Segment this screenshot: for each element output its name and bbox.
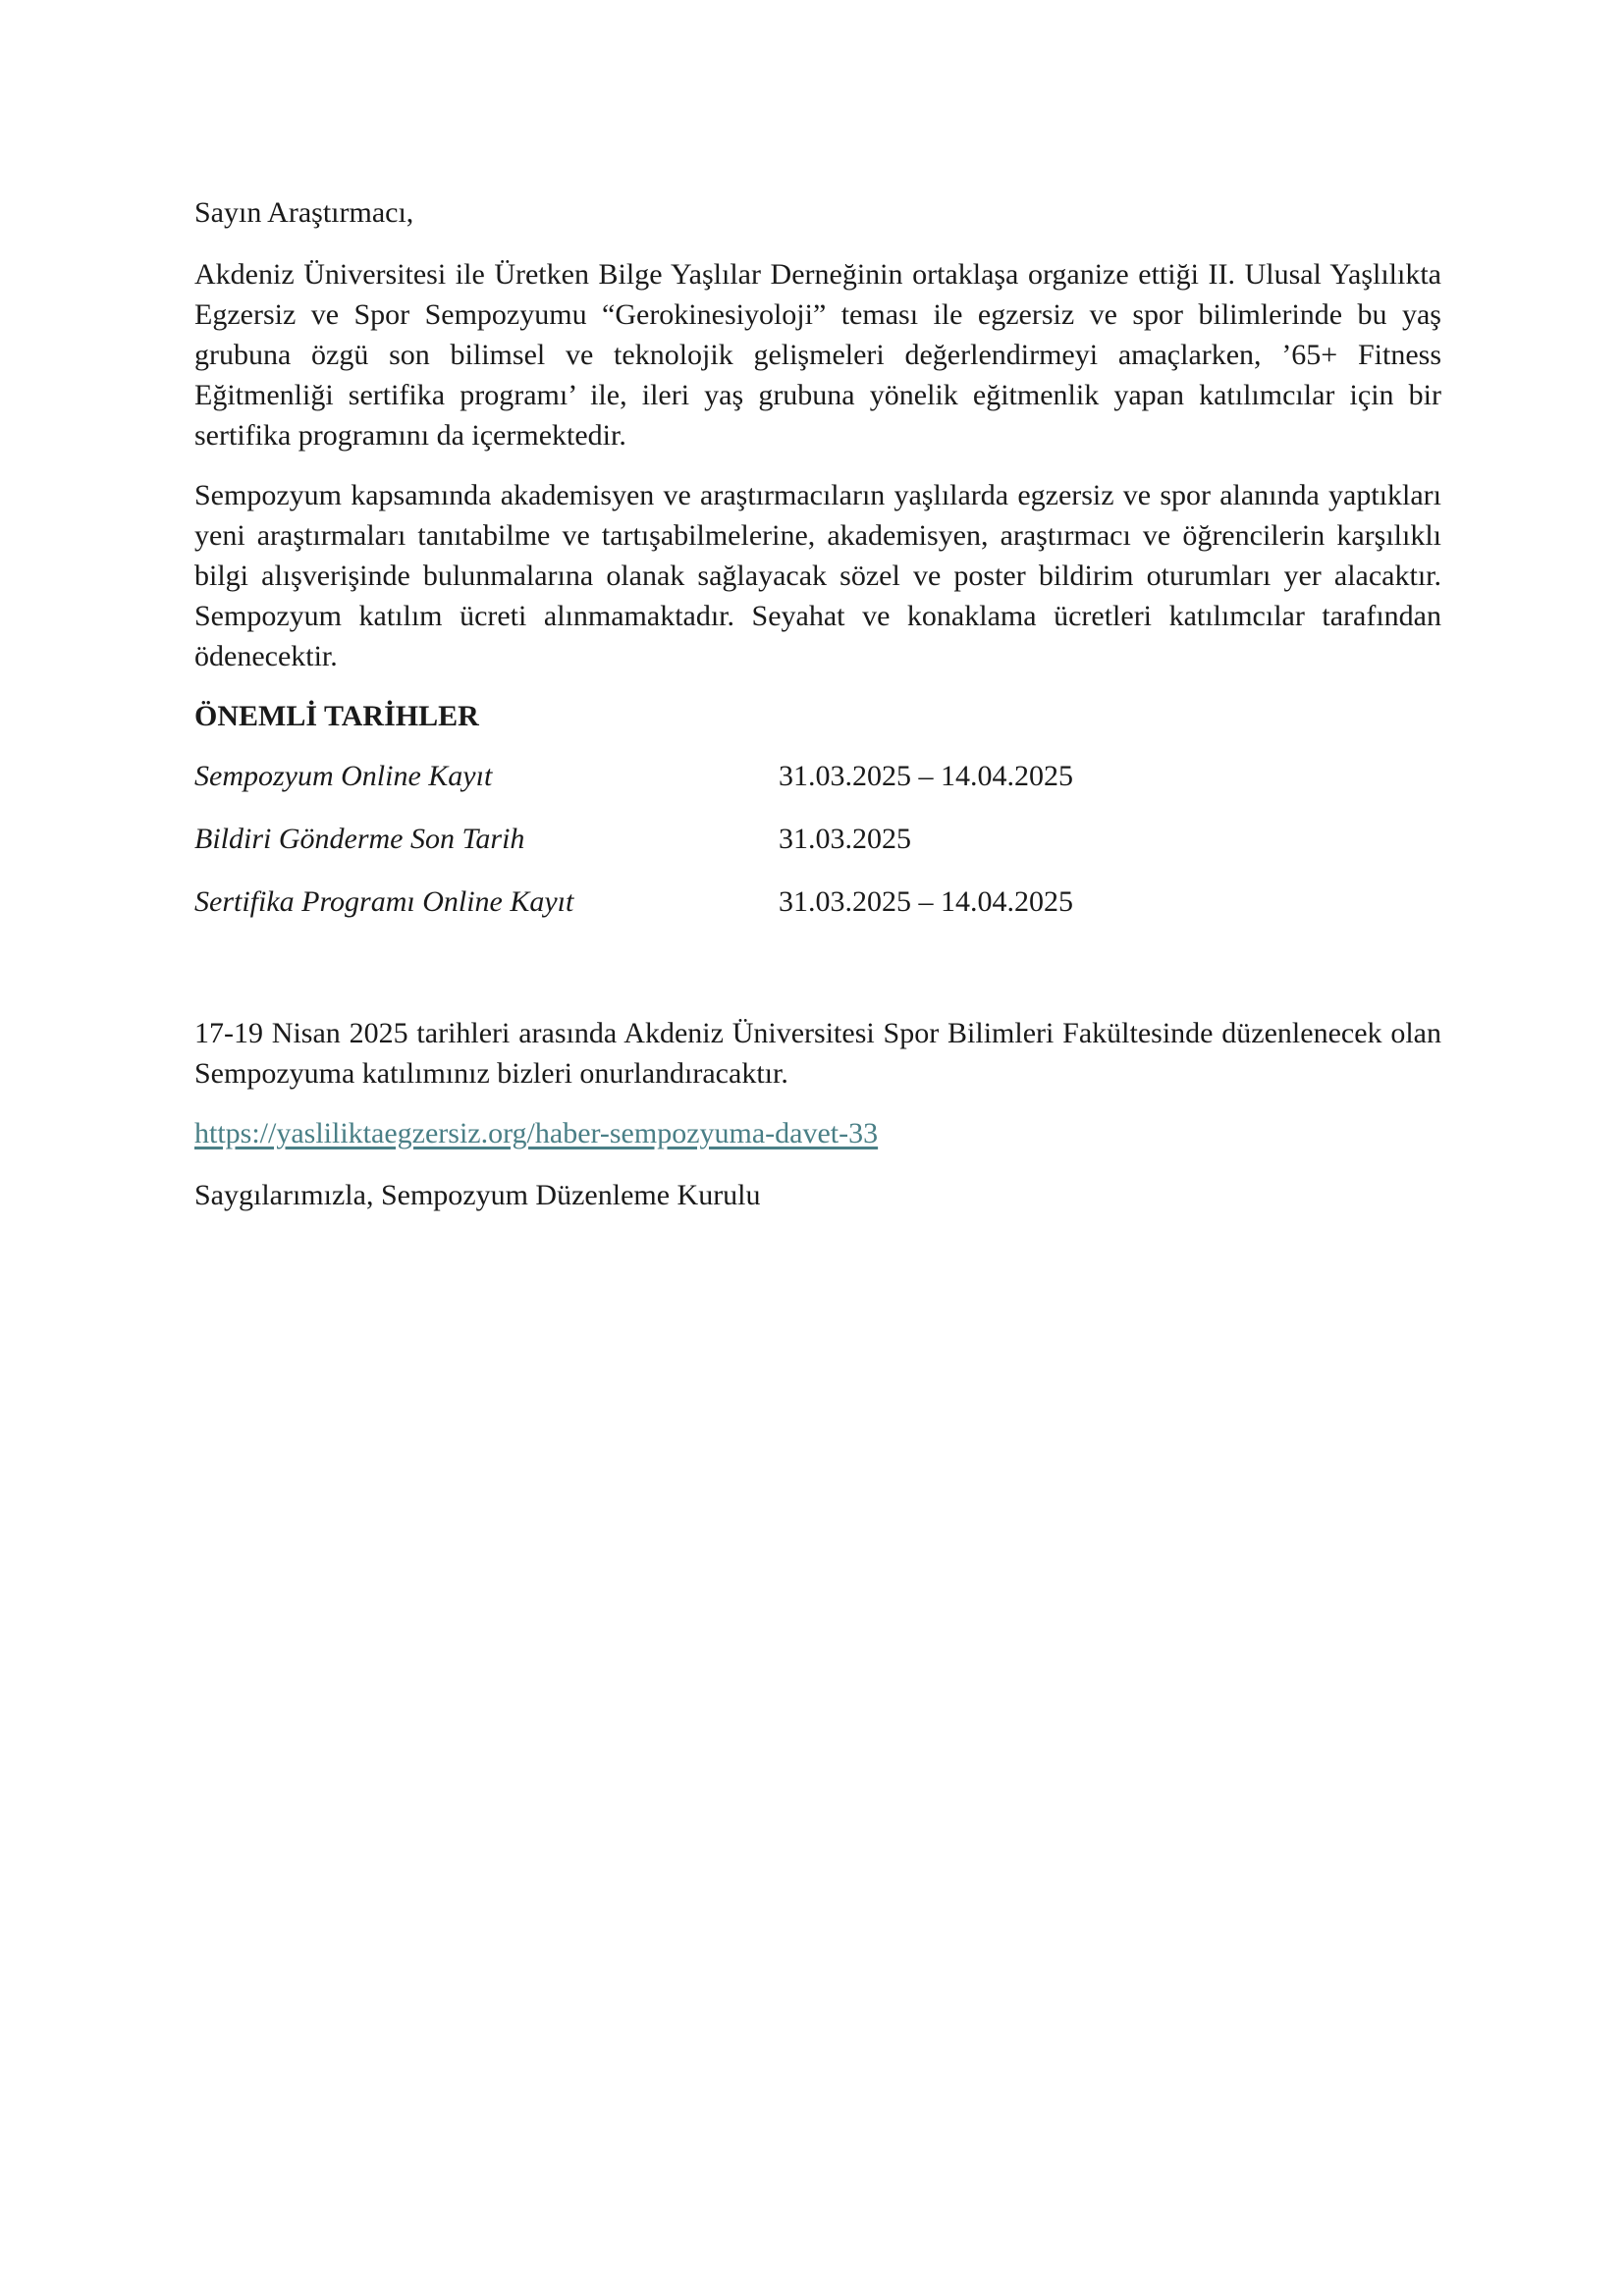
date-value: 31.03.2025 bbox=[779, 823, 911, 855]
date-row bbox=[194, 756, 1441, 819]
intro-paragraph: Akdeniz Üniversitesi ile Üretken Bilge Yaşlılar Derneğinin ortaklaşa organize ettiği II. Ulusal Yaşlılıkta Egzersiz ve Spor Sempozyumu “Gerokinesiyoloji” teması ile egzersiz ve spor bilimlerinde bu yaş grubuna özgü son bilimsel ve teknolojik gelişmeleri değerlendirmeyi amaçlarken, ’65+ Fitness Eğitmenliği sertifika programı’ ile, ileri yaş grubuna yönelik eğitmenlik yapan katılımcılar için bir sertifika programını da içermektedir. bbox=[194, 258, 1441, 452]
symposium-link[interactable]: https://yasliliktaegzersiz.org/haber-sempozyuma-davet-33 bbox=[194, 1117, 879, 1149]
date-value: 31.03.2025 – 14.04.2025 bbox=[779, 760, 1073, 792]
date-row bbox=[194, 881, 1441, 944]
invitation-paragraph: 17-19 Nisan 2025 tarihleri arasında Akdeniz Üniversitesi Spor Bilimleri Fakültesinde düzenlenecek olan Sempozyuma katılımınız bizleri onurlandıracaktır. bbox=[194, 1017, 1441, 1090]
important-dates-table bbox=[194, 756, 1441, 944]
symposium-paragraph: Sempozyum kapsamında akademisyen ve araştırmacıların yaşlılarda egzersiz ve spor alanında yaptıkları yeni araştırmaları tanıtabilme ve tartışabilmelerine, akademisyen, araştırmacı ve öğrencilerin karşılıklı bilgi alışverişinde bulunmalarına olanak sağlayacak sözel ve poster bildirim oturumları yer alacaktır. Sempozyum katılım ücreti alınmamaktadır. Seyahat ve konaklama ücretleri katılımcılar tarafından ödenecektir. bbox=[194, 479, 1441, 672]
date-label: Sertifika Programı Online Kayıt bbox=[194, 885, 574, 918]
date-label: Sempozyum Online Kayıt bbox=[194, 760, 493, 792]
date-label: Bildiri Gönderme Son Tarih bbox=[194, 823, 525, 855]
greeting: Sayın Araştırmacı, bbox=[194, 196, 414, 229]
section-spacer bbox=[194, 944, 1441, 1013]
important-dates-heading: ÖNEMLİ TARİHLER bbox=[194, 700, 479, 732]
date-row bbox=[194, 819, 1441, 881]
date-value: 31.03.2025 – 14.04.2025 bbox=[779, 885, 1073, 918]
signature: Saygılarımızla, Sempozyum Düzenleme Kurulu bbox=[194, 1179, 761, 1211]
letter-page bbox=[194, 192, 1441, 1215]
